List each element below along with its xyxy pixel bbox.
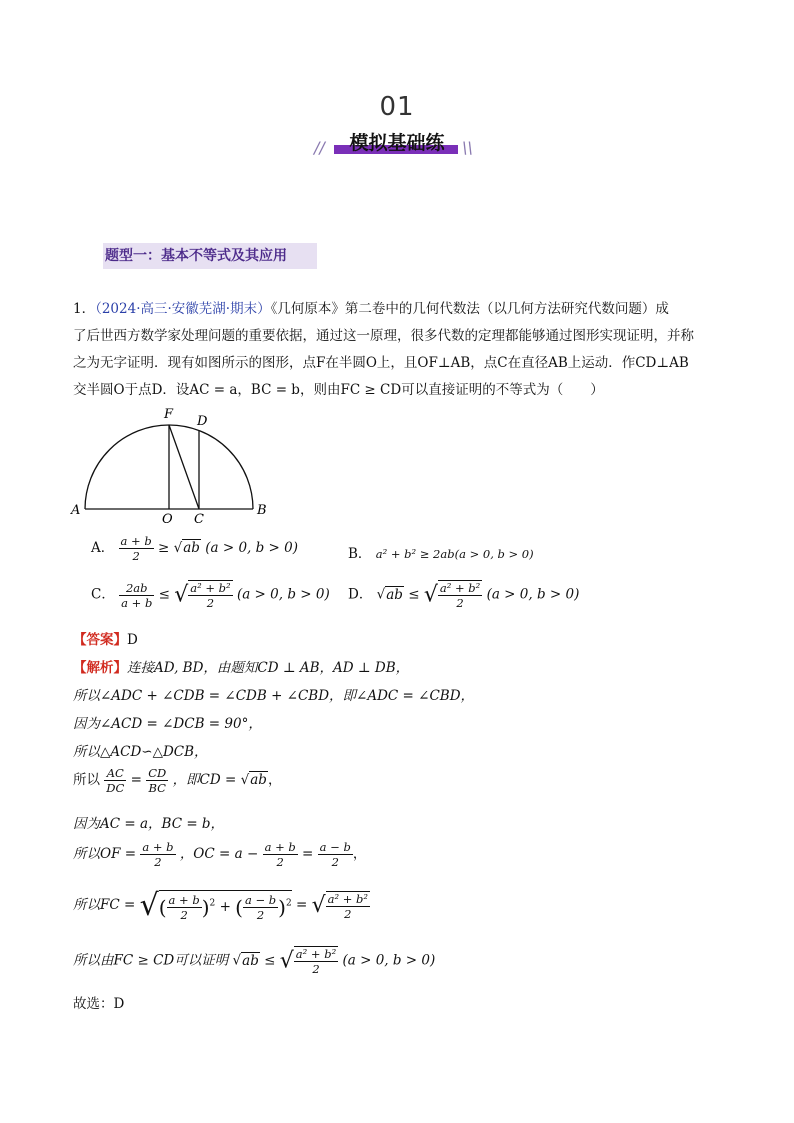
question-source: （2024·高三·安徽芜湖·期末） — [95, 301, 271, 317]
section-title: 模拟基础练 — [349, 132, 445, 154]
label-d: D — [197, 414, 208, 429]
label-b: B — [257, 503, 267, 518]
question-line-2: 了后世西方数学家处理问题的重要依据，通过这一原理，很多代数的定理都能够通过图形实现证明，并称 — [73, 328, 694, 344]
slash-decoration-left: // — [314, 138, 325, 157]
question-number: 1． — [73, 301, 96, 317]
solution-label: 【解析】 — [73, 660, 127, 676]
solution-line-9: 所以由FC ≥ CD可以证明 √ab ≤ √ $\frac{\text{a² + b²}}{2}$ (a > 0, b > 0) — [73, 947, 436, 976]
segment-fc — [169, 425, 199, 509]
section-title-banner — [312, 128, 482, 160]
solution-line-10: 故选：D — [73, 996, 125, 1012]
solution-line-7: 所以OF = $\frac{a + b}{2}$ ，OC = a − $\frac{a + b}{2}$ = $\frac{a - b}{2}$ ， — [73, 840, 367, 869]
section-number: 01 — [379, 92, 415, 122]
option-c[interactable]: C． $\frac{2ab}{a + b}$ ≤ √ $\frac{\text{a² + b²}}{2}$ (a > 0, b > 0) — [91, 580, 330, 610]
question-line-4: 交半圆O于点D．设AC = a，BC = b，则由FC ≥ CD可以直接证明的不等式为（ ） — [73, 382, 604, 398]
label-c: C — [194, 512, 204, 527]
label-a: A — [71, 503, 81, 518]
option-b[interactable]: B． a² + b² ≥ 2ab(a > 0, b > 0) — [348, 546, 534, 562]
question-line-1: 1．（2024·高三·安徽芜湖·期末）《几何原本》第二卷中的几何代数法（以几何方法研究代数问题）成 — [73, 301, 669, 317]
answer-label: 【答案】 — [73, 632, 127, 648]
label-f: F — [164, 407, 174, 422]
solution-line-2: 所以∠ADC + ∠CDB = ∠CDB + ∠CBD，即∠ADC = ∠CBD， — [73, 688, 475, 704]
solution-line-8: 所以FC = √( $\frac{a + b}{2}$ )$^2$ + ( $\frac{a - b}{2}$ )$^2$ = √ $\frac{\text{a² + b²}}{2}$ — [73, 888, 369, 923]
label-o: O — [162, 512, 173, 527]
slash-decoration-right: \\ — [462, 138, 473, 157]
answer-value: D — [127, 632, 138, 648]
answer-line — [73, 628, 138, 648]
semicircle-figure — [66, 404, 276, 528]
solution-line-4: 所以△ACD∽△DCB， — [73, 744, 208, 760]
type-heading: 题型一：基本不等式及其应用 — [103, 243, 317, 269]
option-d[interactable]: D． √ab ≤ √ $\frac{\text{a² + b²}}{2}$ (a > 0, b > 0) — [348, 581, 580, 610]
option-a[interactable]: A． $\frac{a + b}{2}$ ≥ √ab (a > 0, b > 0) — [91, 534, 299, 563]
question-line-3: 之为无字证明．现有如图所示的图形，点F在半圆O上，且OF⊥AB，点C在直径AB上运动．作CD⊥AB — [73, 355, 689, 371]
solution-line-1: 【解析】连接AD, BD，由题知CD ⊥ AB，AD ⊥ DB， — [73, 660, 410, 676]
solution-line-3: 因为∠ACD = ∠DCB = 90°， — [73, 716, 262, 732]
solution-line-6: 因为AC = a，BC = b， — [73, 816, 225, 832]
solution-line-5: 所以 $\frac{AC}{DC}$ = $\frac{CD}{BC}$ ，即CD = √ab， — [73, 766, 282, 795]
